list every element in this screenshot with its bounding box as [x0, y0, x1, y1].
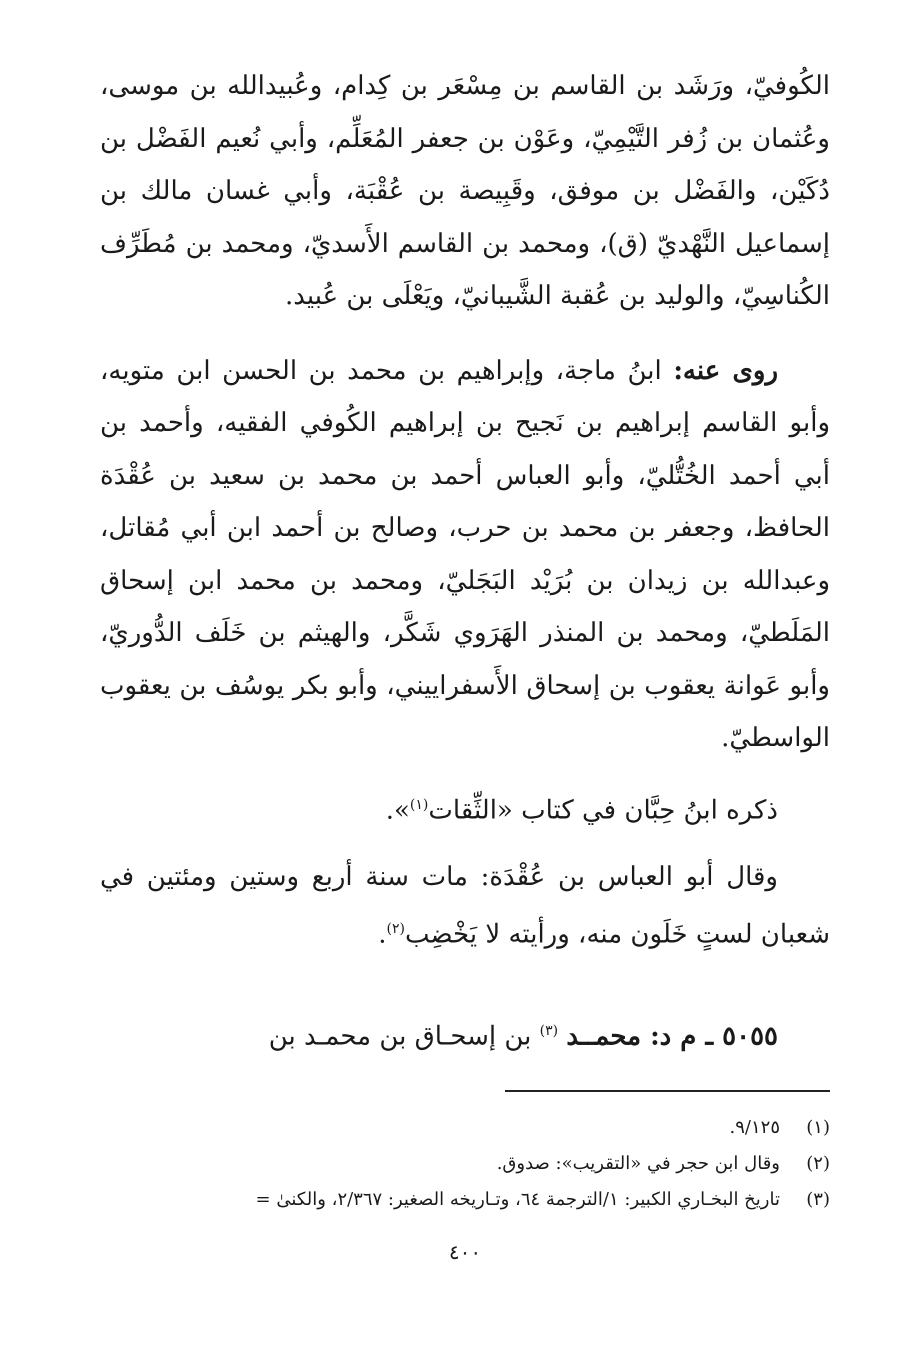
biography-entry [100, 1005, 830, 1063]
ibn-hibban-paragraph [100, 779, 830, 837]
footnotes [100, 1110, 830, 1218]
footnote-number: (٣) [806, 1189, 830, 1210]
entry-number: ٥٠٥٥ ـ م د: محمــد [566, 1021, 778, 1052]
entry-name: بن إسحـاق بن محمـد بن [268, 1021, 532, 1052]
footnote-text: تاريخ البخـاري الكبير: ١/الترجمة ٦٤، وتـاريخه الصغير: ٢/٣٦٧، والكنىٰ = [255, 1189, 780, 1210]
footnote-ref-2: (٢) [386, 921, 405, 938]
footnote-2 [100, 1146, 830, 1182]
teachers-paragraph: الكُوفيّ، ورَشَد بن القاسم بن مِسْعَر بن كِدام، وعُبيدالله بن موسى، وعُثمان بن زُفر التَّيْمِيّ، وعَوْن بن جعفر المُعَلِّم، وأبي نُعيم الفَضْل بن دُكَيْن، والفَضْل بن موفق، وقَبِيصة بن عُقْبَة، وأبي غسان مالك بن إسماعيل النَّهْديّ (ق)، ومحمد بن القاسم الأَسديّ، ومحمد بن مُطَرِّف الكُناسِيّ، والوليد بن عُقبة الشَّيبانيّ، ويَعْلَى بن عُبيد. [100, 71, 830, 311]
footnote-number: (٢) [806, 1153, 830, 1174]
ibn-uqda-close: . [378, 919, 387, 950]
footnote-text: وقال ابن حجر في «التقريب»: صدوق. [496, 1153, 780, 1174]
footnote-divider [505, 1090, 830, 1092]
page-number: ٤٠٠ [448, 1240, 482, 1264]
footnote-ref-1: (١) [409, 796, 429, 813]
footnote-text: ٩/١٢٥. [729, 1117, 780, 1138]
ibn-hibban-text: ذكره ابنُ حِبَّان في كتاب «الثِّقات [428, 795, 778, 826]
narrators-text: ابنُ ماجة، وإبراهيم بن محمد بن الحسن ابن متويه، وأبو القاسم إبراهيم بن نَجيح بن إبراهيم الكُوفي الفقيه، وأحمد بن أبي أحمد الخُتُّليّ، وأبو العباس أحمد بن محمد بن سعيد بن عُقْدَة الحافظ، وجعفر بن محمد بن حرب، وصالح بن أحمد ابن أبي مُقاتل، وعبدالله بن زيدان بن بُرَيْد البَجَليّ، ومحمد بن محمد ابن إسحاق المَلَطيّ، ومحمد بن المنذر الهَرَوي شَكَّر، والهيثم بن خَلَف الدُّوريّ، وأبو عَوانة يعقوب بن إسحاق الأَسفراييني، وأبو بكر يوسُف بن يعقوب الواسطيّ. [100, 355, 831, 753]
narrators-paragraph [100, 345, 830, 765]
ibn-uqda-paragraph [100, 851, 830, 962]
footnote-number: (١) [806, 1117, 830, 1138]
ibn-uqda-text: وقال أبو العباس بن عُقْدَة: مات سنة أربع وستين ومئتين في شعبان لستٍ خَلَون منه، ورأيته لا يَخْضِب [100, 861, 830, 950]
footnote-ref-3: (٣) [539, 1023, 559, 1040]
footnote-1 [100, 1110, 830, 1146]
book-page [100, 60, 830, 1330]
footnote-3 [100, 1182, 830, 1218]
narrators-heading: روى عنه: [673, 355, 779, 386]
ibn-hibban-close: ». [385, 795, 410, 826]
